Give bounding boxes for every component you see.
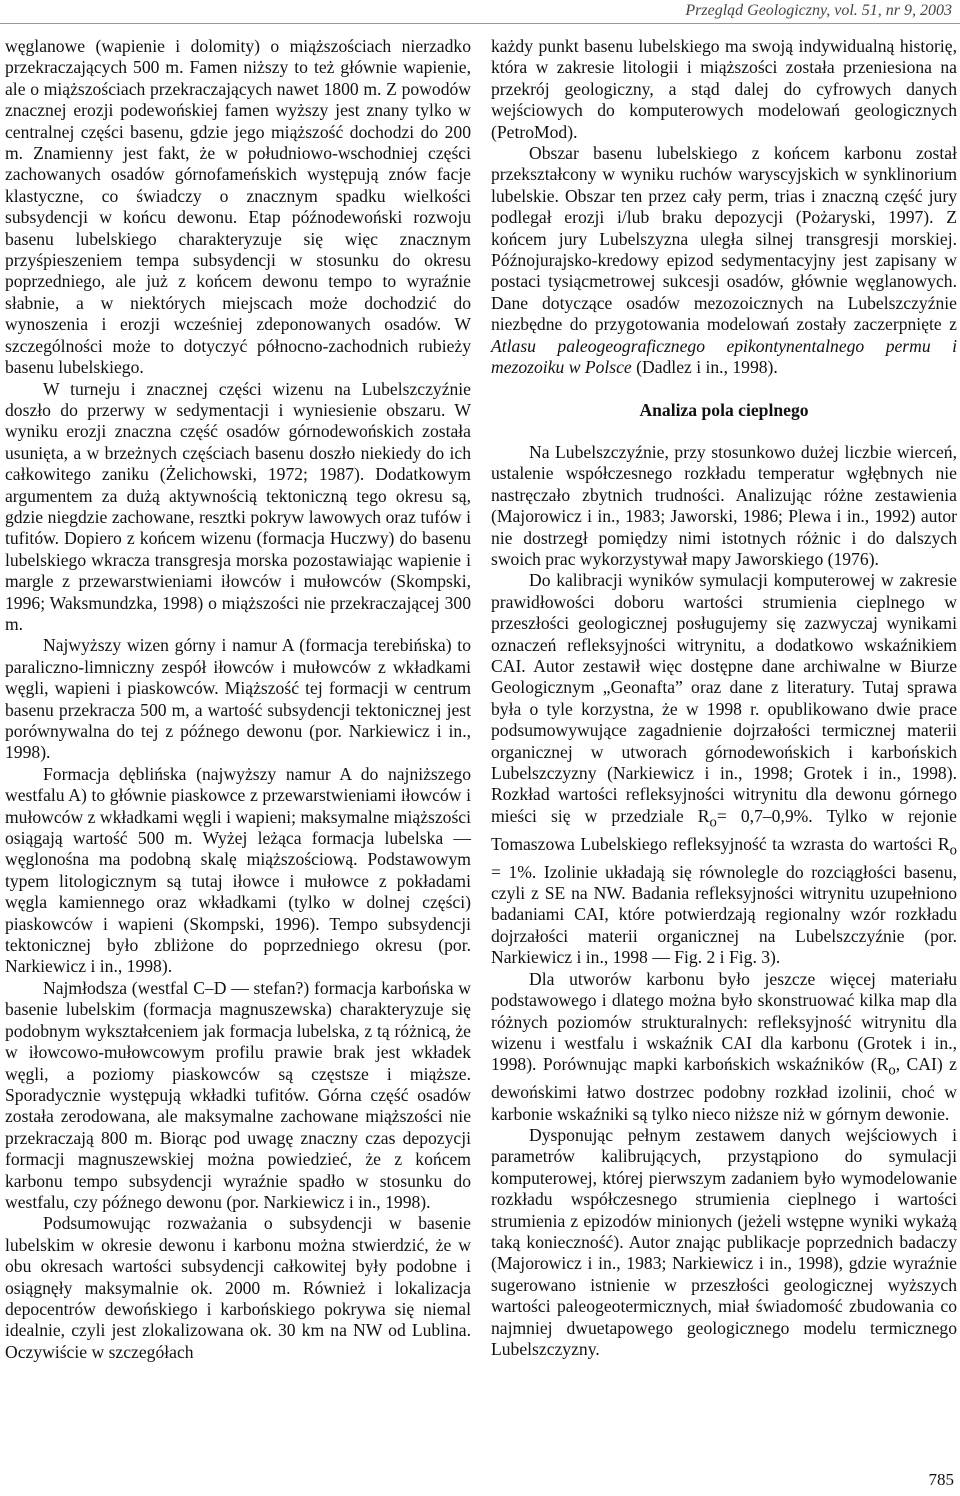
right-column [491, 36, 957, 1361]
paragraph: Podsumowując rozważania o subsydencji w basenie lubelskim w okresie dewonu i karbonu można stwierdzić, że w obu okresach wartości subsydencji całkowitej były podobne i osiągnęły maksymalnie ok. 2000 m. Również i lokalizacja depocentrów dewońskiego i karbońskiego pokrywa się niemal idealnie, czyli jest zlokalizowana ok. 30 km na NW od Lublina. Oczywiście w szczegółach [5, 1213, 471, 1362]
paragraph: Obszar basenu lubelskiego z końcem karbonu został przekształcony w wyniku ruchów waryscyjskich w synklinorium lubelskie. Obszar ten przez cały perm, trias i znaczną część jury podlegał erozji i/lub braku depozycji (Pożaryski, 1997). Z końcem jury Lubelszyzna uległa silnej transgresji morskiej. Późnojurajsko-kredowy epizod sedymentacyjny jest zapisany w postaci tysiącmetrowej sukcesji osadów, głównie węglanowych. Dane dotyczące osadów mezozoicznych na Lubelszczyźnie niezbędne do przygotowania modelowań zostały zaczerpnięte z Atlasu paleogeograficznego epikontynentalnego permu i mezozoiku w Polsce (Dadlez i in., 1998). [491, 143, 957, 378]
left-column [5, 36, 471, 1363]
paragraph: Do kalibracji wyników symulacji komputerowej w zakresie prawidłowości doboru wartości strumienia cieplnego w przeszłości geologicznej posługujemy się zazwyczaj wynikami oznaczeń refleksyjności witrynitu, a dodatkowo wskaźnikiem CAI. Autor zestawił więc dostępne dane archiwalne w Biurze Geologicznym „Geonafta” oraz dane z literatury. Tutaj sprawa była o tyle korzystna, że w 1998 r. opublikowano dwie prace podsumowywujące zagadnienie dojrzałości termicznej materii organicznej w utworach górnodewońskich i karbońskich Lubelszczyzny (Narkiewicz i in., 1998; Grotek i in., 1998). Rozkład wartości refleksyjności witrynitu dla dewonu górnego mieści się w przedziale $R_o= 0,7-0,9\%$. Tylko w rejonie Tomaszowa Lubelskiego refleksyjność ta wzrasta do wartości $R_o = 1\%$. Izolinie układają się równolegle do rozciągłości basenu, czyli z SE na NW. Badania refleksyjności witrynitu uzupełniono badaniami CAI, które potwierdzają regionalny wzór rozkładu dojrzałości materii organicznej na Lubelszczyźnie (por. Narkiewicz i in., 1998 — Fig. 2 i Fig. 3). [491, 570, 957, 968]
paragraph: każdy punkt basenu lubelskiego ma swoją indywidualną historię, która w zakresie litologii i miąższości została przeniesiona na przekrój geologiczny, a stąd dalej do cyfrowych danych wejściowych do komputerowych modelowań geologicznych (PetroMod). [491, 36, 957, 142]
section-heading: Analiza pola cieplnego [639, 399, 809, 420]
header-rule [0, 23, 960, 24]
paragraph: Najmłodsza (westfal C–D — stefan?) formacja karbońska w basenie lubelskim (formacja magnuszewska) charakteryzuje się podobnym wykształceniem jak formacja lubelska, z tą różnicą, że w iłowcowo-mułowcowym profilu prawie brak jest wkładek węgli, a poziomy piaskowców są częstsze i miąższe. Sporadycznie występują wkładki tufitów. Górna część osadów została zerodowana, ale maksymalne zachowane miąższości nie przekraczają 800 m. Biorąc pod uwagę znaczny czas depozycji formacji magnuszewskiej można powiedzieć, że z końcem karbonu tempo subsydencji wyraźnie spadło w stosunku do westfalu, czy późnego dewonu (por. Narkiewicz i in., 1998). [5, 977, 471, 1212]
right-column-top [491, 36, 957, 379]
paragraph: Najwyższy wizen górny i namur A (formacja terebińska) to paraliczno-limniczny zespół iłowców i mułowców z wkładkami węgli, wapieni i piaskowców. Miąższość tej formacji w centrum basenu przekracza 500 m, a wartość subsydencji tektonicznej jest porównywalna do tej z późnego dewonu (por. Narkiewicz i in., 1998). [5, 635, 471, 763]
running-header [0, 0, 960, 26]
paragraph: Na Lubelszczyźnie, przy stosunkowo dużej liczbie wierceń, ustalenie współczesnego rozkładu temperatur wgłębnych nie nastręczało zbytnich trudności. Analizując różne zestawienia (Majorowicz i in., 1983; Jaworski, 1986; Plewa i in., 1992) autor nie dostrzegł pomiędzy nimi istotnych różnic i do dalszych swoich prac wykorzystywał mapy Jaworskiego (1976). [491, 441, 957, 569]
paragraph: Dla utworów karbonu było jeszcze więcej materiału podstawowego i dlatego można było skonstruować kilka map dla różnych poziomów strukturalnych: refleksyjność witrynitu dla wizenu i westfalu i wskaźnik CAI dla karbonu (Grotek i in., 1998). Porównując mapki karbońskich wskaźników ($R_o$, CAI) z dewońskimi łatwo dostrzec podobny rozkład izolinii, choć w karbonie wskaźniki są tylko nieco niższe niż w górnym dewonie. [491, 968, 957, 1124]
paragraph: węglanowe (wapienie i dolomity) o miąższościach nierzadko przekraczających 500 m. Famen niższy to też głównie wapienie, ale o miąższościach przekraczających nawet 1800 m. Z powodów znacznej erozji podewońskiej famen wyższy jest znany tylko w centralnej części basenu, gdzie jego miąższość dochodzi do 200 m. Znamienny jest fakt, że w południowo-wschodniej części zachowanych osadów górnofameńskich występują znów facje klastyczne, co świadczy o znacznym spadku wielkości subsydencji w końcu dewonu. Etap późnodewoński rozwoju basenu lubelskiego charakteryzuje się więc znacznym przyśpieszeniem tempa subsydencji w stosunku do okresu poprzedniego, ale już z końcem dewonu tempo to wyraźnie słabnie, a w niektórych miejscach może dochodzić do wynoszenia i erozji wcześniej zdeponowanych osadów. W szczególności może to dotyczyć północno-zachodnich rubieży basenu lubelskiego. [5, 36, 471, 378]
paragraph: W turneju i znacznej części wizenu na Lubelszczyźnie doszło do przerwy w sedymentacji i wyniesienie obszaru. W wyniku erozji znaczna część osadów górnodewońskich została usunięta, a w brzeżnych częściach basenu doszło niekiedy do ich całkowitego zaniku (Żelichowski, 1972; 1987). Dodatkowym argumentem za dużą aktywnością tektoniczną tego okresu są, gdzie niegdzie zachowane, resztki pokryw lawowych oraz tufów i tufitów. Dopiero z końcem wizenu (formacja Huczwy) do basenu lubelskiego wkracza transgresja morska pozostawiając wapienie i margle z przewarstwieniami iłowców i mułowców (Skompski, 1996; Waksmundzka, 1998) o miąższości nie przekraczającej 300 m. [5, 378, 471, 634]
paragraph: Formacja dęblińska (najwyższy namur A do najniższego westfalu A) to głównie piaskowce z przewarstwieniami iłowców i mułowców z wkładkami węgli i wapieni; maksymalne miąższości osiągają wartość 500 m. Wyżej leżąca formacja lubelska — węglonośna ma podobną skalę miąższościową. Podstawowym typem litologicznym są tutaj iłowce i mułowce z pokładami węgla kamiennego oraz wkładkami (tylko w dolnej części) piaskowców i wapieni (Skompski, 1996). Tempo subsydencji tektonicznej było zbliżone do poprzedniego okresu (por. Narkiewicz i in., 1998). [5, 763, 471, 977]
paragraph: Dysponując pełnym zestawem danych wejściowych i parametrów kalibrujących, przystąpiono do symulacji komputerowej, której pierwszym zadaniem było wymodelowanie rozkładu współczesnego strumienia cieplnego i wartości strumienia z epizodów minionych (jeżeli wstępne wyniki wykażą taką konieczność). Autor znając publikacje poprzednich badaczy (Majorowicz i in., 1983; Narkiewicz i in., 1998), gdzie wyraźnie sugerowano istnienie w przeszłości geologicznej wyższych wartości paleogeotermicznych, miał świadomość zbudowania co najmniej dwuetapowego geologicznego modelu termicznego Lubelszczyzny. [491, 1125, 957, 1360]
journal-title: Przegląd Geologiczny, vol. 51, nr 9, 2003 [685, 2, 952, 19]
right-column-bottom [491, 442, 957, 1361]
page-number: 785 [928, 1470, 954, 1489]
